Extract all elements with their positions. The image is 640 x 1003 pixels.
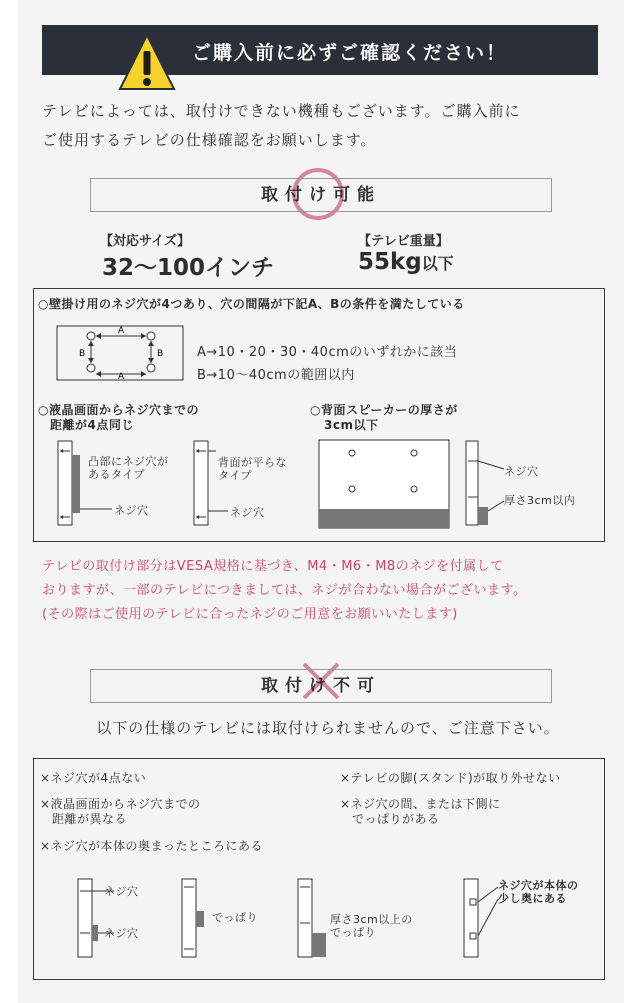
- ng-item: ×ネジ穴が本体の奥まったところにある: [40, 839, 264, 853]
- flat-type-label: 背面が平らな タイプ: [218, 456, 287, 482]
- label-a: A: [118, 372, 125, 382]
- note-line: おりますが、一部のテレビにつきましては、ネジが合わない場合がございます。: [42, 583, 527, 598]
- rule-a: A→10・20・30・40cmのいずれかに該当: [197, 345, 458, 360]
- ng-item: ×ネジ穴が4点ない: [40, 771, 147, 785]
- label-a: A: [118, 326, 125, 336]
- speaker-front-diagram: [318, 439, 452, 531]
- condition-distance: 距離が4点同じ: [50, 418, 134, 432]
- screw-note: [42, 555, 612, 627]
- ng-item: 距離が異なる: [52, 812, 128, 826]
- ng-conditions-panel: [33, 758, 605, 980]
- recess-label: ネジ穴が本体の 少し奥にある: [498, 879, 579, 905]
- intro-text: [42, 97, 602, 155]
- note-line: テレビの取付け部分はVESA規格に基づき、M4・M6・M8のネジを付属して: [42, 559, 504, 574]
- label-b: B: [79, 349, 86, 359]
- protrusion-label: でっぱり: [212, 911, 258, 924]
- ng-item: ×ネジ穴の間、または下側に: [340, 797, 501, 811]
- thickness-label: 厚さ3cm以内: [504, 494, 576, 507]
- screw-hole-label: ネジ穴: [114, 504, 149, 517]
- label-b: B: [157, 349, 164, 359]
- size-value: 32〜100インチ: [102, 255, 275, 281]
- screw-hole-label: ネジ穴: [104, 927, 139, 940]
- ng-item: でっぱりがある: [352, 812, 440, 826]
- speaker-side-diagram: [464, 439, 508, 529]
- thick-protrusion-label: 厚さ3cm以上の でっぱり: [330, 913, 413, 939]
- warning-banner: [42, 25, 598, 75]
- ng-heading: 取付け不可: [90, 669, 552, 703]
- banner-title: ご購入前に必ずご確認ください！: [192, 42, 508, 64]
- screw-hole-label: ネジ穴: [504, 465, 539, 478]
- convex-type-diagram: [56, 439, 114, 529]
- rule-b: B→10〜40cmの範囲以内: [197, 368, 355, 383]
- condition-vesa: ○壁掛け用のネジ穴が4つあり、穴の間隔が下記A、Bの条件を満たしている: [38, 297, 465, 311]
- screw-hole-label: ネジ穴: [104, 885, 139, 898]
- size-label: 【対応サイズ】: [100, 234, 190, 249]
- intro-line: テレビによっては、取付けできない機種もございます。ご購入前に: [42, 102, 521, 120]
- convex-type-label: 凸部にネジ穴が あるタイプ: [88, 455, 169, 481]
- vesa-diagram: [56, 325, 186, 383]
- ok-conditions-panel: [33, 288, 605, 542]
- ok-heading: 取付け可能: [90, 178, 552, 212]
- condition-speaker: ○背面スピーカーの厚さが: [310, 403, 458, 417]
- warning-triangle-icon: [118, 33, 176, 93]
- condition-speaker: 3cm以下: [324, 418, 379, 432]
- page: [18, 0, 624, 1003]
- weight-value: 55kg以下: [358, 249, 454, 275]
- note-line: (その際はご使用のテレビに合ったネジのご用意をお願いいたします): [42, 607, 458, 622]
- intro-line: ご使用するテレビの仕様確認をお願いします。: [42, 131, 377, 149]
- weight-label: 【テレビ重量】: [358, 234, 449, 249]
- condition-distance: ○液晶画面からネジ穴までの: [38, 403, 199, 417]
- ng-item: ×液晶画面からネジ穴までの: [40, 797, 201, 811]
- screw-hole-label: ネジ穴: [230, 506, 265, 519]
- ng-intro: 以下の仕様のテレビには取付けられませんので、ご注意下さい。: [96, 719, 560, 737]
- ng-item: ×テレビの脚(スタンド)が取り外せない: [340, 771, 561, 785]
